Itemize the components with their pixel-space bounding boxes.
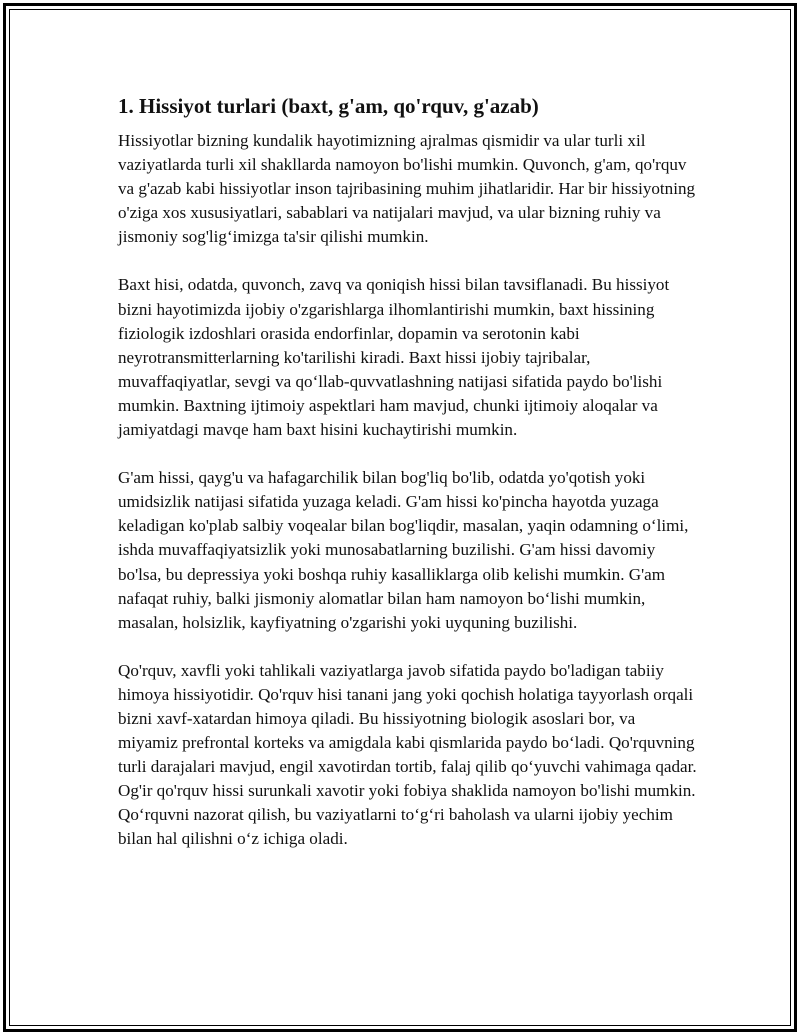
paragraph-happiness: Baxt hisi, odatda, quvonch, zavq va qoniqish hissi bilan tavsiflanadi. Bu hissiyot bizni hayotimizda ijobiy o'zgarishlarga ilhomlantirishi mumkin, baxt hissining fiziologik izdoshlari orasida endorfinlar, dopamin va serotonin kabi neyrotransmitterlarning ko'tarilishi kiradi. Baxt hissi ijobiy tajribalar, muvaffaqiyatlar, sevgi va qo‘llab-quvvatlashning natijasi sifatida paydo bo'lishi mumkin. Baxtning ijtimoiy aspektlari ham mavjud, chunki ijtimoiy aloqalar va jamiyatdagi mavqe ham baxt hisini kuchaytirishi mumkin. (118, 275, 670, 440)
paragraph-fear: Qo'rquv, xavfli yoki tahlikali vaziyatlarga javob sifatida paydo bo'ladigan tabiiy himoya hissiyotidir. Qo'rquv hisi tanani jang yoki qochish holatiga tayyorlash orqali bizni xavf-xatardan himoya qiladi. Bu hissiyotning biologik asoslari bor, va miyamiz prefrontal korteks va amigdala kabi qismlarida paydo bo‘ladi. Qo'rquvning turli darajalari mavjud, engil xavotirdan tortib, falaj qilib qo‘yuvchi vahimaga qadar. Og'ir qo'rquv hissi surunkali xavotir yoki fobiya shaklida namoyon bo'lishi mumkin. Qo‘rquvni nazorat qilish, bu vaziyatlarni to‘g‘ri baholash va ularni ijobiy yechim bilan hal qilishni o‘z ichiga oladi. (118, 660, 697, 849)
document-body (118, 92, 698, 876)
paragraph-intro: Hissiyotlar bizning kundalik hayotimizning ajralmas qismidir va ular turli xil vaziyatlarda turli xil shakllarda namoyon bo'lishi mumkin. Quvonch, g'am, qo'rquv va g'azab kabi hissiyotlar inson tajribasining muhim jihatlaridir. Har bir hissiyotning o'ziga xos xususiyatlari, sabablari va natijalari mavjud, va ular bizning ruhiy va jismoniy sog'lig‘imizga ta'sir qilishi mumkin. (118, 131, 696, 247)
section-heading: 1. Hissiyot turlari (baxt, g'am, qo'rquv, g'azab) (118, 94, 539, 118)
paragraph-sadness: G'am hissi, qayg'u va hafagarchilik bilan bog'liq bo'lib, odatda yo'qotish yoki umidsizlik natijasi sifatida yuzaga keladi. G'am hissi ko'pincha hayotda yuzaga keladigan ko'plab salbiy voqealar bilan bog'liqdir, masalan, yaqin odamning o‘limi, ishda muvaffaqiyatsizlik yoki munosabatlarning buzilishi. G'am hissi davomiy bo'lsa, bu depressiya yoki boshqa ruhiy kasalliklarga olib kelishi mumkin. G'am nafaqat ruhiy, balki jismoniy alomatlar bilan ham namoyon bo‘lishi mumkin, masalan, holsizlik, kayfiyatning o'zgarishi yoki uyquning buzilishi. (118, 468, 689, 632)
